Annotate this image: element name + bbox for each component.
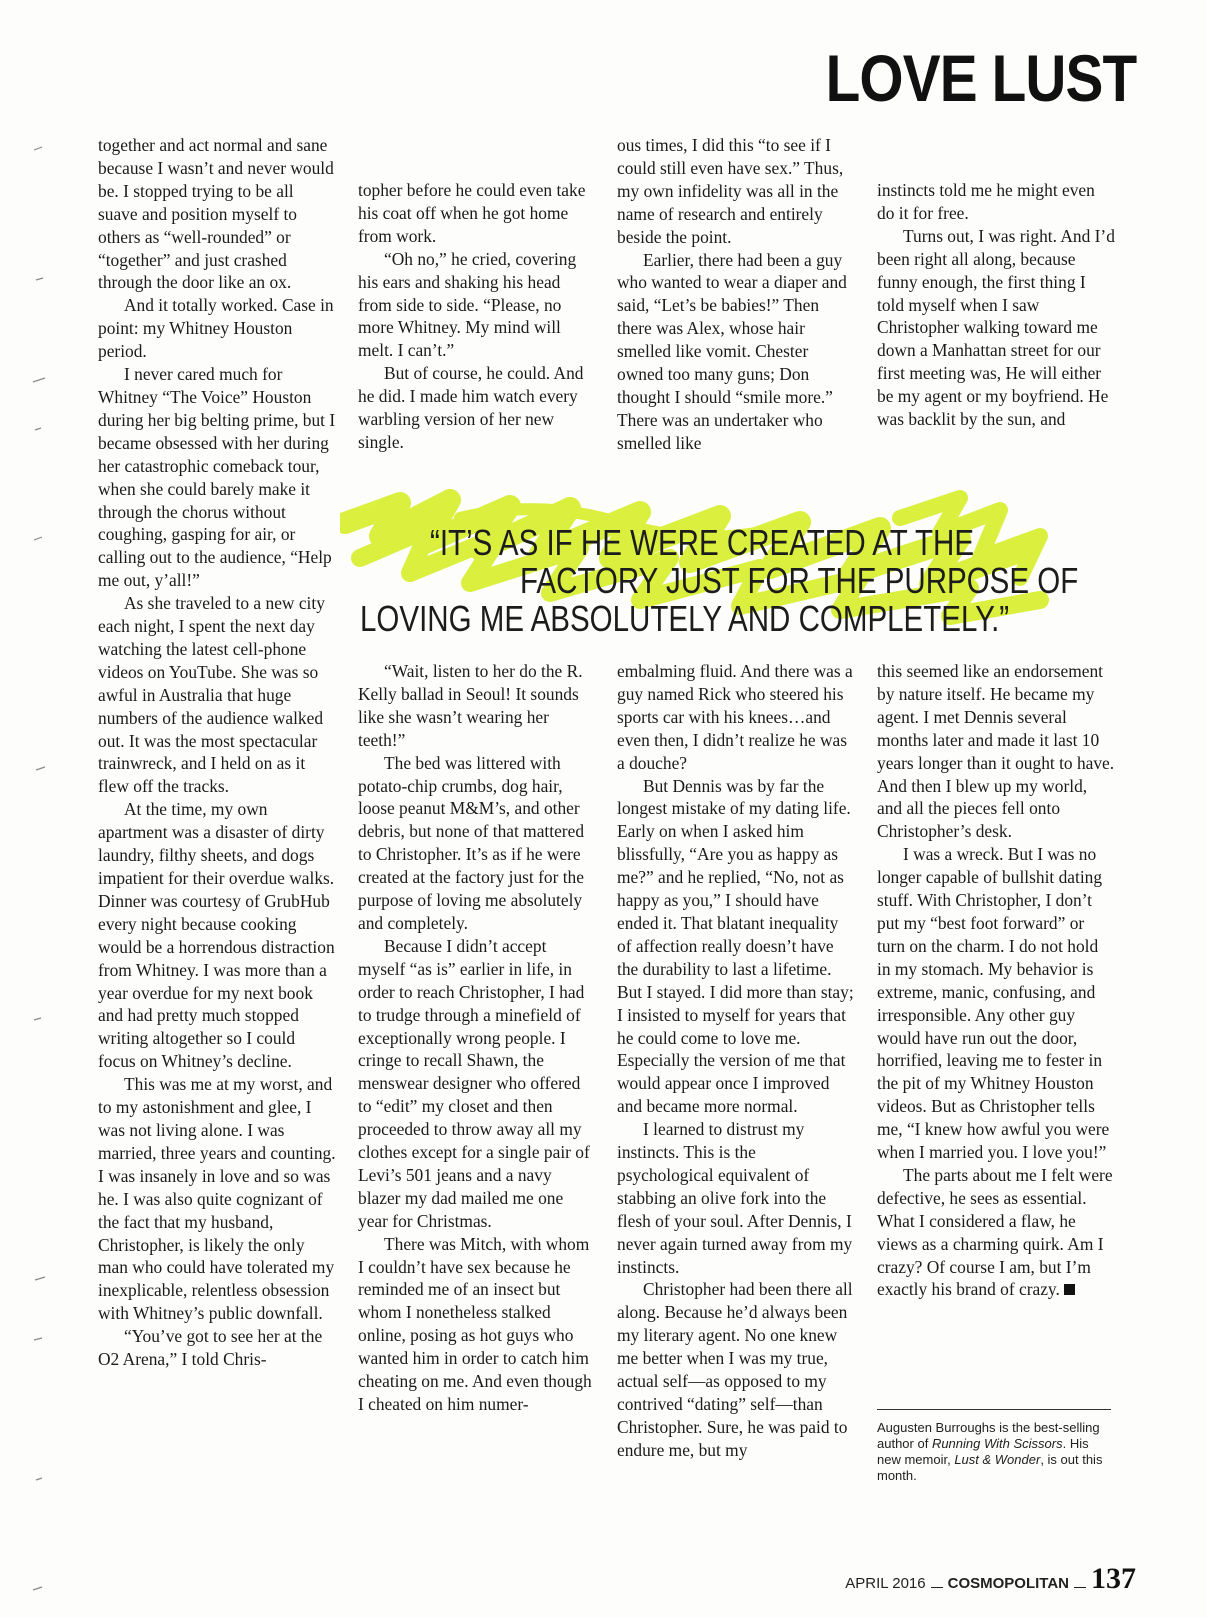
column-1 bbox=[98, 134, 336, 1371]
paragraph: I learned to distrust my instincts. This is the psychological equivalent of stabbing an olive fork into the flesh of your soul. After Dennis, I never again turned away from my instincts. bbox=[617, 1119, 853, 1277]
bio-book-2: Lust & Wonder bbox=[954, 1452, 1041, 1467]
paragraph: As she traveled to a new city each night, I spent the next day watching the latest cell-phone videos on YouTube. She was so awful in Australia that huge numbers of the audience walked out. It was the most spectacular trainwreck, and I held on as it flew off the tracks. bbox=[98, 593, 325, 797]
bio-prefix: Augusten Burroughs is the best-selling author of bbox=[877, 1420, 1100, 1451]
paragraph: “Oh no,” he cried, covering his ears and shaking his head from side to side. “Please, no more Whitney. My mind will melt. I can’t.” bbox=[358, 248, 577, 361]
footer-separator bbox=[1074, 1587, 1086, 1588]
paragraph: But Dennis was by far the longest mistake of my dating life. Early on when I asked him blissfully, “Are you as happy as me?” and he replied, “No, not as happy as you,” I should have ended it. That blatant inequality of affection really doesn’t have the durability to last a lifetime. But I stayed. I did more than stay; I insisted to myself for years that he could come to love me. Especially the version of me that would appear once I improved and became more normal. bbox=[617, 775, 854, 1117]
paragraph: this seemed like an endorsement by nature itself. He became my agent. I met Dennis several months later and made it last 10 years longer than it ought to have. And then I blew up my world, and all the pieces fell onto Christopher’s desk. bbox=[877, 661, 1115, 842]
scan-edge-marks bbox=[30, 0, 60, 1618]
paragraph: I never cared much for Whitney “The Voice” Houston during her big belting prime, but I became obsessed with her during her catastrophic comeback tour, when she could barely make it through the chorus without coughing, gasping for air, or calling out to the audience, “Help me out, y’all!” bbox=[98, 364, 336, 591]
author-bio bbox=[877, 1420, 1115, 1484]
paragraph: The bed was littered with potato-chip crumbs, dog hair, loose peanut M&M’s, and other debris, but none of that mattered to Christopher. It’s as if he were created at the factory just for the purpose of loving me absolutely and completely. bbox=[358, 752, 585, 933]
footer-magazine: COSMOPOLITAN bbox=[947, 1575, 1069, 1592]
paragraph: And it totally worked. Case in point: my Whitney Houston period. bbox=[98, 295, 334, 362]
paragraph: topher before he could even take his coat off when he got home from work. bbox=[358, 180, 586, 246]
paragraph: Christopher had been there all along. Because he’d always been my literary agent. No one knew me better when I was my true, actual self—as opposed to my contrived “dating” self—than Christopher. Sure, he was paid to endure me, but my bbox=[617, 1279, 853, 1460]
column-2-bottom bbox=[358, 660, 596, 1416]
column-4-top bbox=[877, 179, 1115, 431]
pull-quote-line-2: FACTORY JUST FOR THE PURPOSE OF bbox=[520, 560, 1079, 601]
paragraph: There was Mitch, with whom I couldn’t have sex because he reminded me of an insect but whom I nonetheless stalked online, posing as hot guys who wanted him in order to catch him cheating on me. And even though I cheated on him numer- bbox=[358, 1233, 592, 1414]
pull-quote-line-3: LOVING ME ABSOLUTELY AND COMPLETELY.” bbox=[360, 598, 1010, 639]
paragraph: embalming fluid. And there was a guy named Rick who steered his sports car with his knees…and even then, I didn’t realize he was a douche? bbox=[617, 661, 853, 773]
bio-middle: . His new memoir, bbox=[877, 1436, 1089, 1467]
pull-quote-line-1: “IT’S AS IF HE WERE CREATED AT THE bbox=[430, 522, 975, 563]
paragraph: together and act normal and sane because I wasn’t and never would be. I stopped trying to be all suave and position myself to others as “well-rounded” or “together” and just crashed through the door like an ox. bbox=[98, 135, 334, 293]
bio-book-1: Running With Scissors bbox=[931, 1436, 1063, 1451]
page-number: 137 bbox=[1091, 1562, 1136, 1595]
paragraph: The parts about me I felt were defective, he sees as essential. What I considered a flaw, he views as a charming quirk. Am I crazy? Of course I am, but I’m exactly his brand of crazy. bbox=[877, 1164, 1113, 1300]
paragraph: “Wait, listen to her do the R. Kelly ballad in Seoul! It sounds like she wasn’t wearing her teeth!” bbox=[358, 661, 583, 750]
paragraph: But of course, he could. And he did. I made him watch every warbling version of her new single. bbox=[358, 363, 584, 452]
section-title: LOVE LUST bbox=[825, 41, 1136, 115]
paragraph: instincts told me he might even do it for free. bbox=[877, 180, 1095, 223]
column-2-top bbox=[358, 179, 596, 454]
column-3-top bbox=[617, 134, 855, 455]
column-4-bottom bbox=[877, 660, 1115, 1301]
paragraph: I was a wreck. But I was no longer capable of bullshit dating stuff. With Christopher, I don’t put my “best foot forward” or turn on the charm. I do not hold in my stomach. My behavior is extreme, manic, confusing, and irresponsible. Any other guy would have run out the door, horrified, leaving me to fester in the pit of my Whitney Houston videos. But as Christopher tells me, “I knew how awful you were when I married you. I love you!” bbox=[877, 844, 1110, 1163]
footer-date: APRIL 2016 bbox=[845, 1575, 926, 1592]
paragraph: ous times, I did this “to see if I could still even have sex.” Thus, my own infidelity was all in the name of research and entirely beside the point. bbox=[617, 135, 844, 247]
end-mark bbox=[1064, 1284, 1075, 1295]
column-3-bottom bbox=[617, 660, 855, 1462]
paragraph: Earlier, there had been a guy who wanted to wear a diaper and said, “Let’s be babies!” Then there was Alex, whose hair smelled like vomit. Chester owned too many guns; Don thought I should “smile more.” There was an undertaker who smelled like bbox=[617, 249, 847, 453]
footer-separator bbox=[931, 1587, 943, 1588]
paragraph: Turns out, I was right. And I’d been right all along, because funny enough, the first thing I told myself when I saw Christopher walking toward me down a Manhattan street for our first meeting was, He will either be my agent or my boyfriend. He was backlit by the sun, and bbox=[877, 225, 1115, 430]
pull-quote bbox=[340, 488, 1100, 638]
paragraph: Because I didn’t accept myself “as is” earlier in life, in order to reach Christopher, I had to trudge through a minefield of exceptionally wrong people. I cringe to recall Shawn, the menswear designer who offered to “edit” my closet and then proceeded to throw away all my clothes except for a single pair of Levi’s 501 jeans and a navy blazer my dad mailed me one year for Christmas. bbox=[358, 935, 590, 1231]
paragraph: At the time, my own apartment was a disaster of dirty laundry, filthy sheets, and dogs impatient for their overdue walks. Dinner was courtesy of GrubHub every night because cooking would be a horrendous distraction from Whitney. I was more than a year overdue for my next book and had pretty much stopped writing altogether so I could focus on Whitney’s decline. bbox=[98, 799, 335, 1072]
page-footer bbox=[845, 1562, 1136, 1596]
paragraph: This was me at my worst, and to my astonishment and glee, I was not living alone. I was married, three years and counting. I was insanely in love and so was he. I was also quite cognizant of the fact that my husband, Christopher, is likely the only man who could have tolerated my inexplicable, relentless obsession with Whitney’s public downfall. bbox=[98, 1074, 336, 1324]
bio-divider bbox=[877, 1409, 1111, 1410]
bio-suffix: , is out this month. bbox=[877, 1452, 1103, 1483]
paragraph: “You’ve got to see her at the O2 Arena,” I told Chris- bbox=[98, 1326, 323, 1370]
